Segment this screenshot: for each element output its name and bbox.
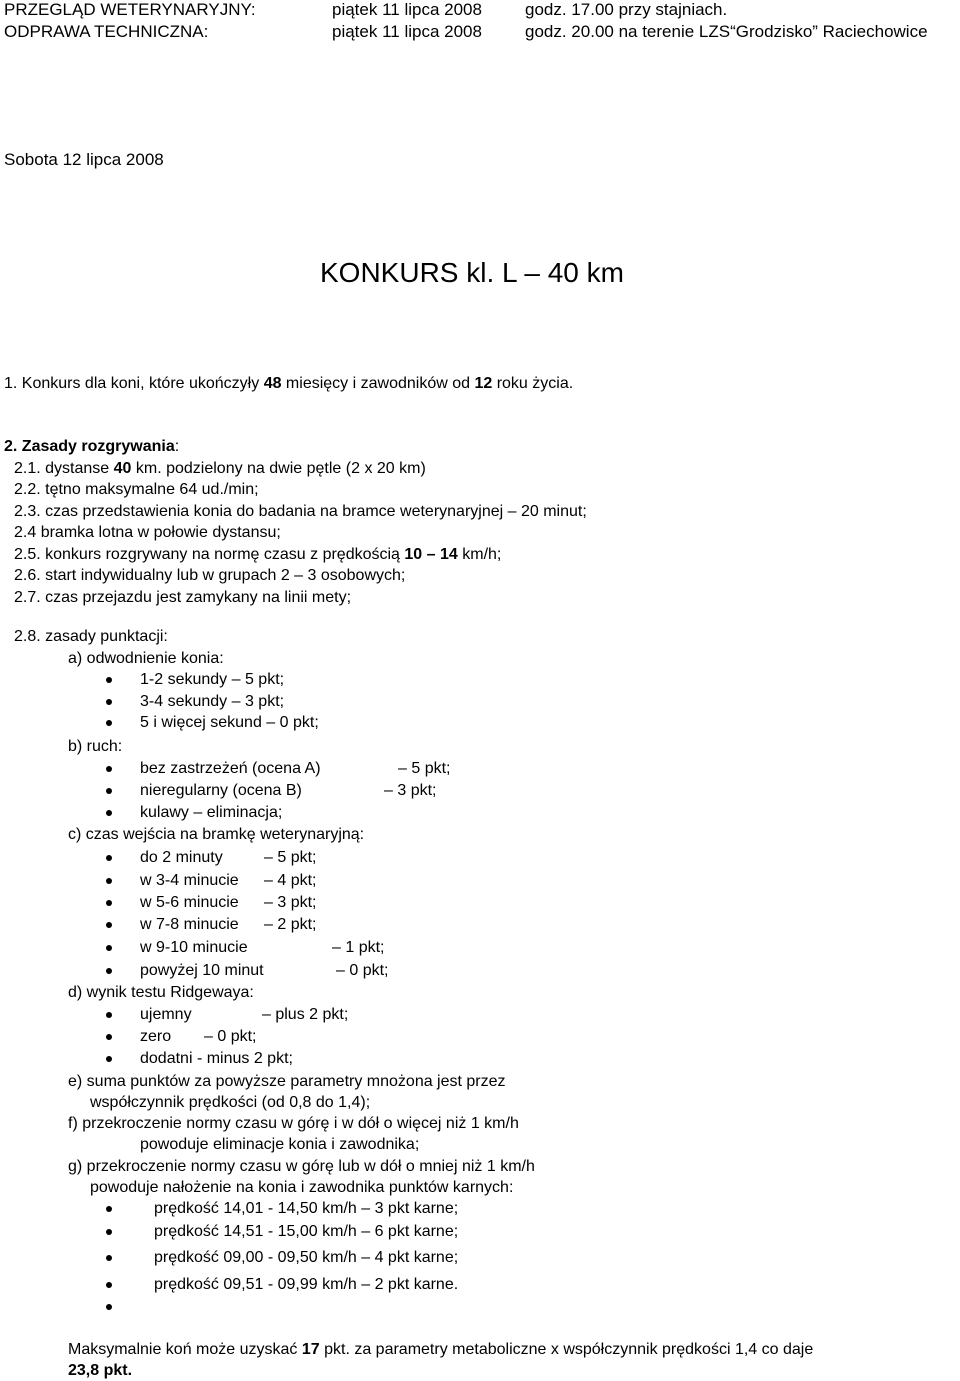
bullet <box>106 878 112 884</box>
list-item-value: – 4 pkt; <box>264 872 317 889</box>
vet-inspection-label: PRZEGLĄD WETERYNARYJNY: <box>4 0 256 19</box>
section-d-heading: d) wynik testu Ridgewaya: <box>68 984 254 1001</box>
bullet <box>106 788 112 794</box>
bullet <box>106 900 112 906</box>
bullet <box>106 1034 112 1040</box>
list-item: w 7-8 minucie <box>140 916 239 933</box>
event-day: Sobota 12 lipca 2008 <box>4 150 164 169</box>
rule-2-heading: 2. Zasady rozgrywania: <box>4 438 180 455</box>
rule-2-1: 2.1. dystanse 40 km. podzielony na dwie pętle (2 x 20 km) <box>14 460 426 477</box>
rule-2-6: 2.6. start indywidualny lub w grupach 2 – 3 osobowych; <box>14 567 406 584</box>
list-item: prędkość 14,51 - 15,00 km/h – 6 pkt karne; <box>154 1223 459 1240</box>
list-item: ujemny <box>140 1006 192 1023</box>
bullet <box>106 855 112 861</box>
bullet <box>106 1282 112 1288</box>
list-item: prędkość 09,51 - 09,99 km/h – 2 pkt karne. <box>154 1276 459 1293</box>
list-item: do 2 minuty <box>140 849 223 866</box>
list-item: dodatni - minus 2 pkt; <box>140 1050 293 1067</box>
section-e-line1: e) suma punktów za powyższe parametry mnożona jest przez <box>68 1073 506 1090</box>
list-item: w 9-10 minucie <box>140 939 248 956</box>
list-item: w 3-4 minucie <box>140 872 239 889</box>
list-item: prędkość 09,00 - 09,50 km/h – 4 pkt karne; <box>154 1249 459 1266</box>
summary-line1: Maksymalnie koń może uzyskać 17 pkt. za parametry metaboliczne x współczynnik prędkości 1,4 co daje <box>68 1341 814 1358</box>
list-item: 3-4 sekundy – 3 pkt; <box>140 693 285 710</box>
section-a-heading: a) odwodnienie konia: <box>68 650 224 667</box>
list-item-value: – 0 pkt; <box>336 962 389 979</box>
list-item-value: – 3 pkt; <box>384 782 437 799</box>
bullet <box>106 1229 112 1235</box>
section-b-heading: b) ruch: <box>68 738 123 755</box>
vet-inspection-date: piątek 11 lipca 2008 <box>332 0 482 19</box>
bullet <box>106 1012 112 1018</box>
list-item-value: – 5 pkt; <box>398 760 451 777</box>
bullet <box>106 945 112 951</box>
rule-2-2: 2.2. tętno maksymalne 64 ud./min; <box>14 481 259 498</box>
vet-inspection-time: godz. 17.00 przy stajniach. <box>525 0 728 19</box>
rule-2-5: 2.5. konkurs rozgrywany na normę czasu z prędkością 10 – 14 km/h; <box>14 546 502 563</box>
rule-2-3: 2.3. czas przedstawienia konia do badania na bramce weterynaryjnej – 20 minut; <box>14 503 587 520</box>
rule-2-4: 2.4 bramka lotna w połowie dystansu; <box>14 524 281 541</box>
bullet <box>106 720 112 726</box>
list-item: powyżej 10 minut <box>140 962 264 979</box>
technical-briefing-date: piątek 11 lipca 2008 <box>332 22 482 41</box>
list-item: 1-2 sekundy – 5 pkt; <box>140 671 285 688</box>
list-item-value: – 3 pkt; <box>264 894 317 911</box>
section-g-line2: powoduje nałożenie na konia i zawodnika punktów karnych: <box>90 1179 514 1196</box>
rule-1: 1. Konkurs dla koni, które ukończyły 48 miesięcy i zawodników od 12 roku życia. <box>4 375 574 392</box>
section-f-line2: powoduje eliminacje konia i zawodnika; <box>140 1136 420 1153</box>
list-item: bez zastrzeżeń (ocena A) <box>140 760 321 777</box>
list-item: zero <box>140 1028 172 1045</box>
list-item-value: – 5 pkt; <box>264 849 317 866</box>
list-item: kulawy – eliminacja; <box>140 804 283 821</box>
bullet <box>106 1304 112 1310</box>
section-f-line1: f) przekroczenie normy czasu w górę i w dół o więcej niż 1 km/h <box>68 1115 519 1132</box>
bullet <box>106 968 112 974</box>
summary-line2: 23,8 pkt. <box>68 1362 133 1379</box>
list-item-value: – 1 pkt; <box>332 939 385 956</box>
section-e-line2: współczynnik prędkości (od 0,8 do 1,4); <box>90 1094 371 1111</box>
list-item-value: – plus 2 pkt; <box>262 1006 349 1023</box>
page-title: KONKURS kl. L – 40 km <box>320 257 624 288</box>
rule-2-8: 2.8. zasady punktacji: <box>14 628 168 645</box>
list-item-value: – 2 pkt; <box>264 916 317 933</box>
list-item: prędkość 14,01 - 14,50 km/h – 3 pkt karne; <box>154 1200 459 1217</box>
section-g-line1: g) przekroczenie normy czasu w górę lub w dół o mniej niż 1 km/h <box>68 1158 535 1175</box>
section-c-heading: c) czas wejścia na bramkę weterynaryjną: <box>68 826 365 843</box>
list-item: w 5-6 minucie <box>140 894 239 911</box>
list-item-value: – 0 pkt; <box>204 1028 257 1045</box>
bullet <box>106 1206 112 1212</box>
bullet <box>106 1056 112 1062</box>
bullet <box>106 699 112 705</box>
rule-2-7: 2.7. czas przejazdu jest zamykany na linii mety; <box>14 589 352 606</box>
bullet <box>106 810 112 816</box>
technical-briefing-time: godz. 20.00 na terenie LZS“Grodzisko” Raciechowice <box>525 22 928 41</box>
list-item: 5 i więcej sekund – 0 pkt; <box>140 714 319 731</box>
list-item: nieregularny (ocena B) <box>140 782 302 799</box>
bullet <box>106 766 112 772</box>
bullet <box>106 1255 112 1261</box>
bullet <box>106 677 112 683</box>
bullet <box>106 922 112 928</box>
technical-briefing-label: ODPRAWA TECHNICZNA: <box>4 22 209 41</box>
